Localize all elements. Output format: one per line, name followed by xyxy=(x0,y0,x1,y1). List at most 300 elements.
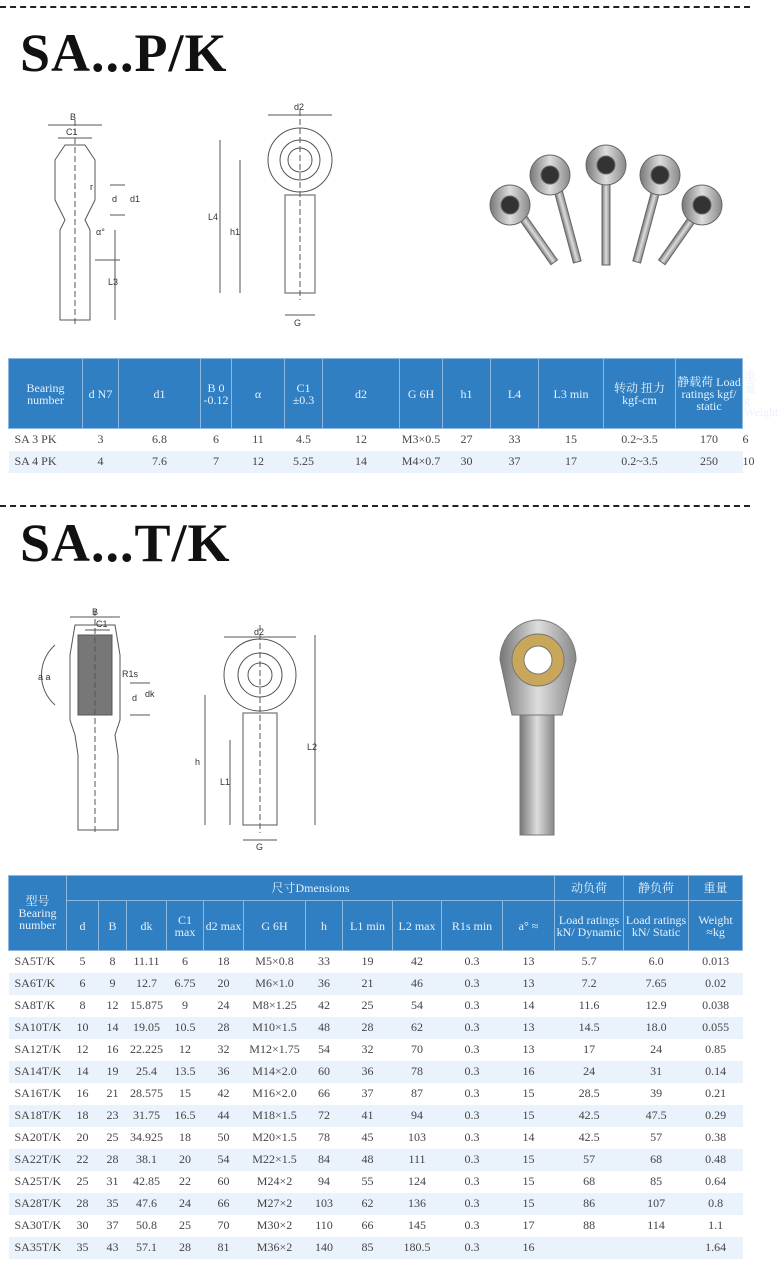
table-cell: 47.6 xyxy=(127,1193,167,1215)
table-cell: 22 xyxy=(179,1174,191,1188)
table-cell: 13 xyxy=(522,954,535,969)
table-cell: 5.7 xyxy=(581,954,597,969)
table-cell: 28 xyxy=(343,1017,393,1039)
table-cell: 15 xyxy=(565,432,577,447)
table-cell: 0.055 xyxy=(689,1017,743,1039)
table-cell: 25.4 xyxy=(127,1061,167,1083)
table-cell: 16 xyxy=(503,1237,555,1259)
table-cell: 35 xyxy=(99,1193,127,1215)
table-cell: 0.64 xyxy=(705,1174,727,1188)
table-cell: 15 xyxy=(522,1174,535,1188)
table-cell: 54 xyxy=(204,1149,244,1171)
table-row xyxy=(9,1039,743,1061)
table-cell: 16.5 xyxy=(167,1105,204,1127)
table-cell: 16 xyxy=(503,1061,555,1083)
bearing-number-cell: SA6T/K xyxy=(9,973,67,995)
column-header: h1 xyxy=(443,359,491,429)
table-cell: 42 xyxy=(411,954,423,969)
table-row xyxy=(9,1127,743,1149)
table-cell: M12×1.75 xyxy=(249,1042,300,1056)
table-cell: 88 xyxy=(583,1218,596,1232)
table-cell: 0.3 xyxy=(464,1130,480,1144)
label-g: G xyxy=(256,842,264,852)
table-cell: 12 xyxy=(106,998,119,1012)
table-cell: 0.38 xyxy=(705,1130,727,1144)
table-cell: 12 xyxy=(232,451,285,473)
table-cell: 20 xyxy=(204,973,244,995)
table-cell: 6 xyxy=(182,954,188,969)
table-cell: 70 xyxy=(217,1218,230,1232)
table-cell: 103 xyxy=(306,1193,343,1215)
table-cell: 17 xyxy=(539,451,604,473)
table-cell xyxy=(555,1237,624,1259)
table-cell: 15 xyxy=(503,1193,555,1215)
column-header: h xyxy=(306,901,343,951)
table-cell: 94 xyxy=(318,1174,330,1188)
label-c1: C1 xyxy=(96,619,108,629)
table-cell: 10.5 xyxy=(167,1017,204,1039)
table-cell: 4 xyxy=(83,451,119,473)
table-cell: 20 xyxy=(167,1149,204,1171)
bearing-number-cell: SA16T/K xyxy=(14,1086,62,1100)
table-cell: 54 xyxy=(318,1042,330,1056)
table-cell: 14 xyxy=(323,451,400,473)
table-cell: 19 xyxy=(99,1061,127,1083)
table-cell: 1.64 xyxy=(689,1237,743,1259)
column-header: L4 xyxy=(491,359,539,429)
table-cell: 0.3 xyxy=(442,1149,503,1171)
table-row xyxy=(9,995,743,1017)
table-cell: 18.0 xyxy=(624,1017,689,1039)
table-cell: 21 xyxy=(343,973,393,995)
table-cell: 0.3 xyxy=(442,1017,503,1039)
table-cell: 3 xyxy=(97,432,104,447)
table-cell: 21 xyxy=(106,1086,119,1100)
bearing-number-cell: SA35T/K xyxy=(9,1237,67,1259)
technical-drawing-pk xyxy=(30,100,450,330)
table-cell: 0.3 xyxy=(442,1105,503,1127)
product-photo-pk xyxy=(480,135,730,285)
table-cell: 19 xyxy=(361,954,374,969)
table-row xyxy=(9,1105,743,1127)
table-row: SA 3 PK 3 6.8 6 11 4.5 12 M3×0.5 27 33 15 0.2~3.5 170 6 xyxy=(9,429,743,451)
table-cell: 0.02 xyxy=(689,973,743,995)
table-cell: M20×1.5 xyxy=(252,1130,297,1144)
table-cell: 36 xyxy=(343,1061,393,1083)
table-row xyxy=(9,1061,743,1083)
table-cell: 0.21 xyxy=(705,1086,727,1100)
bearing-number-cell: SA 4 PK xyxy=(9,451,83,473)
column-header: d2 max xyxy=(204,901,244,951)
column-header: C1 max xyxy=(167,901,204,951)
table-row xyxy=(9,951,743,973)
table-cell: M5×0.8 xyxy=(255,954,294,969)
bearing-number-cell: SA12T/K xyxy=(14,1042,62,1056)
header-weight: 重量 xyxy=(689,876,743,901)
section-title-pk: SA...P/K xyxy=(20,23,228,83)
table-cell: 28.5 xyxy=(578,1086,600,1100)
table-cell: 43 xyxy=(99,1237,127,1259)
table-row xyxy=(9,1215,743,1237)
column-header: a° ≈ xyxy=(503,901,555,951)
table-cell: M16×2.0 xyxy=(252,1086,297,1100)
table-cell: 25 xyxy=(179,1218,191,1232)
bearing-number-cell: SA14T/K xyxy=(9,1061,67,1083)
table-cell: M30×2 xyxy=(256,1218,293,1232)
table-cell: 0.2~3.5 xyxy=(621,432,658,447)
table-cell: 54 xyxy=(411,998,423,1012)
table-cell: 4.5 xyxy=(296,432,311,447)
label-h1: h1 xyxy=(230,227,241,237)
table-cell: 13 xyxy=(503,1017,555,1039)
table-cell: 62 xyxy=(393,1017,442,1039)
table-cell: 22 xyxy=(67,1149,99,1171)
table-cell: 86 xyxy=(555,1193,624,1215)
table-cell: 124 xyxy=(408,1174,426,1188)
table-cell: 46 xyxy=(393,973,442,995)
column-header: B xyxy=(99,901,127,951)
table-cell: 18 xyxy=(179,1130,191,1144)
table-cell: 180.5 xyxy=(393,1237,442,1259)
table-cell: 0.48 xyxy=(689,1149,743,1171)
label-b: B xyxy=(92,607,99,617)
table-cell: 50.8 xyxy=(136,1218,157,1232)
table-cell: 78 xyxy=(393,1061,442,1083)
table-row xyxy=(9,1149,743,1171)
table-cell: 12.7 xyxy=(127,973,167,995)
table-cell: 68 xyxy=(624,1149,689,1171)
table-cell: 47.5 xyxy=(624,1105,689,1127)
table-cell: 14 xyxy=(99,1017,127,1039)
table-cell: 24 xyxy=(167,1193,204,1215)
table-cell: 36 xyxy=(306,973,343,995)
column-header: d xyxy=(67,901,99,951)
table-cell: 8 xyxy=(109,954,116,969)
label-d2: d2 xyxy=(254,627,265,637)
table-cell: 6 xyxy=(213,432,219,447)
bearing-number-cell: SA25T/K xyxy=(14,1174,62,1188)
label-g: G xyxy=(294,318,302,328)
product-photo-tk xyxy=(490,615,590,840)
table-cell: 0.3 xyxy=(442,1061,503,1083)
table-cell: M27×2 xyxy=(244,1193,306,1215)
column-header: Weight ≈kg xyxy=(689,901,743,951)
table-cell: 13 xyxy=(503,973,555,995)
table-cell: 19.05 xyxy=(127,1017,167,1039)
label-alpha: α° xyxy=(96,227,105,237)
table-cell: 14.5 xyxy=(555,1017,624,1039)
table-row xyxy=(9,1083,743,1105)
table-cell: M22×1.5 xyxy=(244,1149,306,1171)
table-row xyxy=(9,1237,743,1259)
table-cell: 15.875 xyxy=(130,998,163,1012)
table-cell: 30 xyxy=(443,451,491,473)
column-header: d2 xyxy=(323,359,400,429)
table-cell: 16 xyxy=(76,1086,89,1100)
table-cell: 31.75 xyxy=(127,1105,167,1127)
table-cell: 10 xyxy=(67,1017,99,1039)
table-cell: 145 xyxy=(408,1218,426,1232)
table-cell: 14 xyxy=(522,998,535,1012)
table-cell: 33 xyxy=(318,954,330,969)
bearing-number-cell: SA20T/K xyxy=(14,1130,62,1144)
table-cell: 103 xyxy=(408,1130,426,1144)
table-row xyxy=(9,1171,743,1193)
table-cell: 7.6 xyxy=(119,451,201,473)
table-cell: 6.0 xyxy=(648,954,664,969)
bearing-number-cell: SA 3 PK xyxy=(14,432,57,447)
table-cell: 0.3 xyxy=(442,1237,503,1259)
table-cell: 107 xyxy=(624,1193,689,1215)
column-header: d1 xyxy=(119,359,201,429)
table-cell: 12 xyxy=(76,1042,89,1056)
table-cell: 0.038 xyxy=(702,998,730,1012)
table-cell: 136 xyxy=(393,1193,442,1215)
bearing-number-cell: SA30T/K xyxy=(14,1218,62,1232)
table-cell: 66 xyxy=(318,1086,330,1100)
table-cell xyxy=(624,1237,689,1259)
table-cell: 42 xyxy=(318,998,330,1012)
table-cell: 36 xyxy=(204,1061,244,1083)
table-cell: 60 xyxy=(217,1174,230,1188)
table-cell: 57 xyxy=(650,1130,663,1144)
table-cell: 25 xyxy=(106,1130,119,1144)
table-cell: 62 xyxy=(343,1193,393,1215)
table-cell: 7.65 xyxy=(624,973,689,995)
table-cell: 28 xyxy=(204,1017,244,1039)
table-cell: 28 xyxy=(167,1237,204,1259)
table-cell: 28 xyxy=(67,1193,99,1215)
table-cell: 7 xyxy=(201,451,232,473)
table-cell: M24×2 xyxy=(256,1174,293,1188)
table-cell: 94 xyxy=(393,1105,442,1127)
table-cell: 42.5 xyxy=(578,1130,600,1144)
column-header: Load ratings kN/ Static xyxy=(624,901,689,951)
table-cell: 84 xyxy=(306,1149,343,1171)
table-cell: 0.2~3.5 xyxy=(604,451,676,473)
table-cell: 42.85 xyxy=(133,1174,160,1188)
label-d2: d2 xyxy=(294,102,305,112)
table-row xyxy=(9,973,743,995)
table-cell: M8×1.25 xyxy=(252,998,297,1012)
table-cell: 5.25 xyxy=(285,451,323,473)
bearing-number-cell: SA8T/K xyxy=(14,998,56,1012)
table-cell: 81 xyxy=(204,1237,244,1259)
column-header: 静载荷 Load ratings kgf/ static xyxy=(676,359,743,429)
table-cell: 6.8 xyxy=(152,432,167,447)
table-cell: 66 xyxy=(361,1218,374,1232)
table-cell: 12 xyxy=(355,432,367,447)
table-cell: 0.8 xyxy=(689,1193,743,1215)
divider xyxy=(0,6,750,8)
table-cell: 6 xyxy=(67,973,99,995)
table-cell: 110 xyxy=(315,1218,333,1232)
table-cell: 66 xyxy=(204,1193,244,1215)
column-header: 转动 扭力 kgf-cm xyxy=(604,359,676,429)
table-cell: 15 xyxy=(503,1149,555,1171)
table-cell: 70 xyxy=(411,1042,423,1056)
table-cell: 25 xyxy=(76,1174,89,1188)
table-cell: 14 xyxy=(522,1130,535,1144)
table-cell: 60 xyxy=(306,1061,343,1083)
table-cell: 0.85 xyxy=(705,1042,727,1056)
table-cell: 18 xyxy=(67,1105,99,1127)
table-cell: 37 xyxy=(491,451,539,473)
header-static: 静负荷 xyxy=(624,876,689,901)
table-cell: 31 xyxy=(106,1174,119,1188)
table-cell: 16 xyxy=(106,1042,119,1056)
table-cell: 0.013 xyxy=(702,954,730,969)
table-cell: 0.3 xyxy=(442,1193,503,1215)
column-header: L1 min xyxy=(343,901,393,951)
table-cell: 15 xyxy=(503,1105,555,1127)
table-cell: 0.29 xyxy=(689,1105,743,1127)
table-cell: M6×1.0 xyxy=(244,973,306,995)
table-cell: 13 xyxy=(522,1042,535,1056)
column-header: G 6H xyxy=(400,359,443,429)
table-cell: 42 xyxy=(217,1086,230,1100)
table-cell: 17 xyxy=(522,1218,535,1232)
column-header: L2 max xyxy=(393,901,442,951)
table-cell: 30 xyxy=(76,1218,89,1232)
bearing-number-cell: SA28T/K xyxy=(9,1193,67,1215)
table-cell: 38.1 xyxy=(127,1149,167,1171)
table-cell: 11.6 xyxy=(578,998,600,1012)
table-row: SA 4 PK 4 7.6 7 12 5.25 14 M4×0.7 30 37 17 0.2~3.5 250 10 xyxy=(9,451,743,473)
table-cell: 48 xyxy=(343,1149,393,1171)
column-header: B 0 -0.12 xyxy=(201,359,232,429)
label-l1: L1 xyxy=(220,777,231,787)
table-cell: 41 xyxy=(343,1105,393,1127)
table-cell: 35 xyxy=(67,1237,99,1259)
table-cell: M3×0.5 xyxy=(401,432,441,447)
table-cell: M18×1.5 xyxy=(244,1105,306,1127)
table-cell: 24 xyxy=(555,1061,624,1083)
table-cell: 0.3 xyxy=(464,1086,480,1100)
technical-drawing-tk xyxy=(30,605,350,850)
table-cell: 6.75 xyxy=(167,973,204,995)
label-d1: d1 xyxy=(130,194,141,204)
bearing-number-cell: SA10T/K xyxy=(9,1017,67,1039)
label-b: B xyxy=(70,112,77,122)
table-cell: 50 xyxy=(217,1130,230,1144)
table-cell: 39 xyxy=(650,1086,663,1100)
table-cell: 55 xyxy=(361,1174,374,1188)
table-cell: 72 xyxy=(306,1105,343,1127)
table-cell: 0.3 xyxy=(464,1042,480,1056)
column-header: α xyxy=(232,359,285,429)
column-header: R1s min xyxy=(442,901,503,951)
table-cell: 0.3 xyxy=(464,998,480,1012)
table-cell: 68 xyxy=(583,1174,596,1188)
table-cell: 9 xyxy=(182,998,188,1012)
table-cell: 0.3 xyxy=(442,973,503,995)
table-cell: 13.5 xyxy=(167,1061,204,1083)
table-cell: 25 xyxy=(361,998,374,1012)
table-cell: 78 xyxy=(318,1130,330,1144)
table-cell: 27 xyxy=(460,432,473,447)
header-dynamic: 动负荷 xyxy=(555,876,624,901)
table-cell: 17 xyxy=(583,1042,596,1056)
table-cell: 37 xyxy=(361,1086,374,1100)
table-cell: 23 xyxy=(99,1105,127,1127)
table-cell: 114 xyxy=(647,1218,665,1232)
bearing-number-cell: SA22T/K xyxy=(9,1149,67,1171)
label-r1s: R1s xyxy=(122,669,139,679)
table-cell: 33 xyxy=(508,432,521,447)
table-row xyxy=(9,1017,743,1039)
table-cell: 31 xyxy=(624,1061,689,1083)
table-cell: M4×0.7 xyxy=(400,451,443,473)
table-cell: 170 xyxy=(700,432,718,447)
table-cell: 32 xyxy=(217,1042,230,1056)
table-cell: 28.575 xyxy=(130,1086,163,1100)
label-l2: L2 xyxy=(307,742,318,752)
label-r: r xyxy=(90,182,93,192)
table-cell: 111 xyxy=(393,1149,442,1171)
column-header: d N7 xyxy=(83,359,119,429)
bearing-number-cell: SA18T/K xyxy=(9,1105,67,1127)
table-cell: 44 xyxy=(204,1105,244,1127)
table-row xyxy=(9,1193,743,1215)
table-cell: 18 xyxy=(217,954,230,969)
section-title-tk: SA...T/K xyxy=(20,513,231,573)
table-cell: 8 xyxy=(79,998,86,1012)
divider xyxy=(0,505,750,507)
table-cell: 12.9 xyxy=(645,998,667,1012)
column-header: dk xyxy=(127,901,167,951)
table-cell: M36×2 xyxy=(244,1237,306,1259)
table-cell: 85 xyxy=(343,1237,393,1259)
label-d: d xyxy=(132,693,138,703)
table-cell: 45 xyxy=(361,1130,374,1144)
table-cell: 1.1 xyxy=(708,1218,724,1232)
table-cell: 48 xyxy=(306,1017,343,1039)
label-l3: L3 xyxy=(108,277,119,287)
table-cell: 85 xyxy=(650,1174,663,1188)
table-cell: 22.225 xyxy=(130,1042,163,1056)
table-cell: 250 xyxy=(676,451,743,473)
label-c1: C1 xyxy=(66,127,78,137)
table-cell: 57 xyxy=(555,1149,624,1171)
table-cell: 37 xyxy=(106,1218,119,1232)
label-l4: L4 xyxy=(208,212,219,222)
table-cell: 15 xyxy=(522,1086,535,1100)
bearing-number-cell: SA5T/K xyxy=(14,954,56,969)
table-cell: 57.1 xyxy=(127,1237,167,1259)
table-cell: 0.3 xyxy=(464,954,480,969)
column-header: C1 ±0.3 xyxy=(285,359,323,429)
label-a: a a xyxy=(38,672,51,682)
table-cell: 0.3 xyxy=(464,1174,480,1188)
table-cell: 34.925 xyxy=(130,1130,163,1144)
label-h: h xyxy=(195,757,201,767)
table-cell: 9 xyxy=(99,973,127,995)
table-cell: 7.2 xyxy=(555,973,624,995)
header-dimensions: 尺寸Dmensions xyxy=(67,876,555,901)
table-cell: 28 xyxy=(99,1149,127,1171)
table-cell: 42.5 xyxy=(555,1105,624,1127)
header-model: 型号 Bearing number xyxy=(9,876,67,951)
table-cell: M10×1.5 xyxy=(244,1017,306,1039)
table-cell: 15 xyxy=(179,1086,191,1100)
column-header: G 6H xyxy=(244,901,306,951)
label-d: d xyxy=(112,194,118,204)
table-cell: 14 xyxy=(67,1061,99,1083)
column-header: Load ratings kN/ Dynamic xyxy=(555,901,624,951)
label-dk: dk xyxy=(145,689,155,699)
table-cell: 87 xyxy=(411,1086,423,1100)
